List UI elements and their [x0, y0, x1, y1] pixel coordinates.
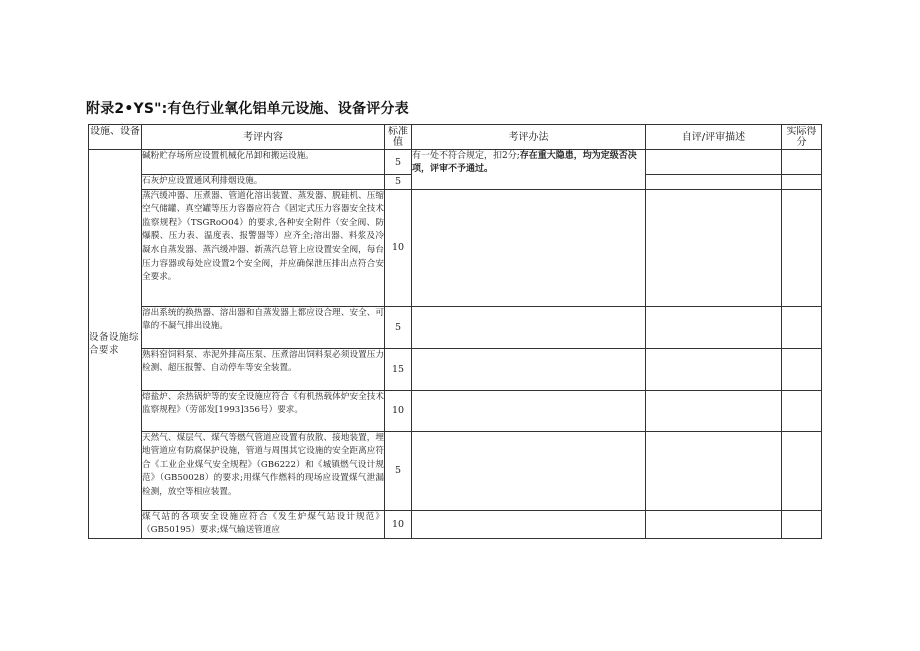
actual-score-cell [782, 189, 822, 306]
method-cell-empty [412, 510, 646, 538]
actual-score-cell [782, 431, 822, 510]
header-content: 考评内容 [142, 125, 385, 150]
score-cell: 15 [385, 348, 412, 390]
self-eval-cell [646, 189, 782, 306]
actual-score-cell [782, 175, 822, 190]
table-row [89, 189, 822, 306]
method-normal-text: 有一处不符合规定，扣2分; [412, 151, 520, 161]
content-cell: 熔盐炉、余热锅炉等的安全设施应符合《有机热载体炉安全技术监察规程》（劳部发[1993]356号）要求。 [142, 390, 385, 431]
evaluation-table [88, 124, 822, 539]
method-cell-empty [412, 390, 646, 431]
table-row [89, 390, 822, 431]
actual-score-cell [782, 150, 822, 175]
content-cell: 石灰炉应设置通风利排烟设施。 [142, 175, 385, 190]
method-cell [412, 150, 646, 190]
header-facility: 设施、设备 [89, 125, 142, 150]
self-eval-cell [646, 390, 782, 431]
score-cell: 5 [385, 431, 412, 510]
method-cell-empty [412, 431, 646, 510]
header-self-eval: 自评/评审描述 [646, 125, 782, 150]
method-cell-empty [412, 306, 646, 348]
score-cell: 10 [385, 390, 412, 431]
score-cell: 10 [385, 189, 412, 306]
document-title: 附录2•YS":有色行业氧化铝单元设施、设备评分表 [86, 101, 409, 117]
actual-score-cell [782, 390, 822, 431]
actual-score-cell [782, 348, 822, 390]
content-cell: 煤气站的各项安全设施应符合《发生炉煤气站设计规范》（GB50195）要求;煤气输送管道应 [142, 510, 385, 538]
category-cell: 设备设施综合要求 [89, 150, 142, 539]
score-cell: 10 [385, 510, 412, 538]
content-cell: 熟料窑饲料泵、赤泥外排高压泵、压煮溶出饲料泵必须设置压力检测、超压报警、自动停车等安全装置。 [142, 348, 385, 390]
self-eval-cell [646, 510, 782, 538]
self-eval-cell [646, 175, 782, 190]
header-actual-score: 实际得分 [782, 125, 822, 150]
content-cell: 天然气、煤层气、煤气等燃气管道应设置有放散、接地装置，埋地管道应有防腐保护设施，管道与周围其它设施的安全距离应符合《工业企业煤气安全规程》（GB6222）和《城镇燃气设计规范》（GB50028）的要求;用煤气作燃料的现场应设置煤气泄漏检测，放空等相应装置。 [142, 431, 385, 510]
self-eval-cell [646, 348, 782, 390]
header-standard-score: 标准值 [385, 125, 412, 150]
table-row [89, 510, 822, 538]
table-row [89, 431, 822, 510]
table-row [89, 348, 822, 390]
score-cell: 5 [385, 150, 412, 175]
content-cell: 蒸汽缓冲器、压煮器、管道化溶出装置、蒸发器、脱硅机、压缩空气储罐、真空罐等压力容器应符合《固定式压力容器安全技术监察规程》（TSGRoO04）的要求,各种安全附件（安全阀、防爆膜、压力表、温度表、报警器等）应齐全;溶出器、料浆及冷凝水自蒸发器、蒸汽缓冲器、新蒸汽总管上应设置安全阀，每台压力容器或每处应设置2个安全阀，并应确保泄压排出点符合安全要求。 [142, 189, 385, 306]
actual-score-cell [782, 510, 822, 538]
method-cell-empty [412, 348, 646, 390]
table-row [89, 150, 822, 175]
header-method: 考评办法 [412, 125, 646, 150]
score-cell: 5 [385, 306, 412, 348]
self-eval-cell [646, 431, 782, 510]
content-cell: 碱粉贮存场所应设置机械化吊卸和搬运设施。 [142, 150, 385, 175]
self-eval-cell [646, 150, 782, 175]
score-cell: 5 [385, 175, 412, 190]
table-header-row [89, 125, 822, 150]
method-cell-empty [412, 189, 646, 306]
actual-score-cell [782, 306, 822, 348]
content-cell: 溶出系统的换热器、溶出器和自蒸发器上都应设合理、安全、可靠的不凝气排出设施。 [142, 306, 385, 348]
self-eval-cell [646, 306, 782, 348]
table-row [89, 306, 822, 348]
method-emphasis-text: 存在重大隐患，均为定级否决项，评审不予通过。 [412, 151, 637, 174]
